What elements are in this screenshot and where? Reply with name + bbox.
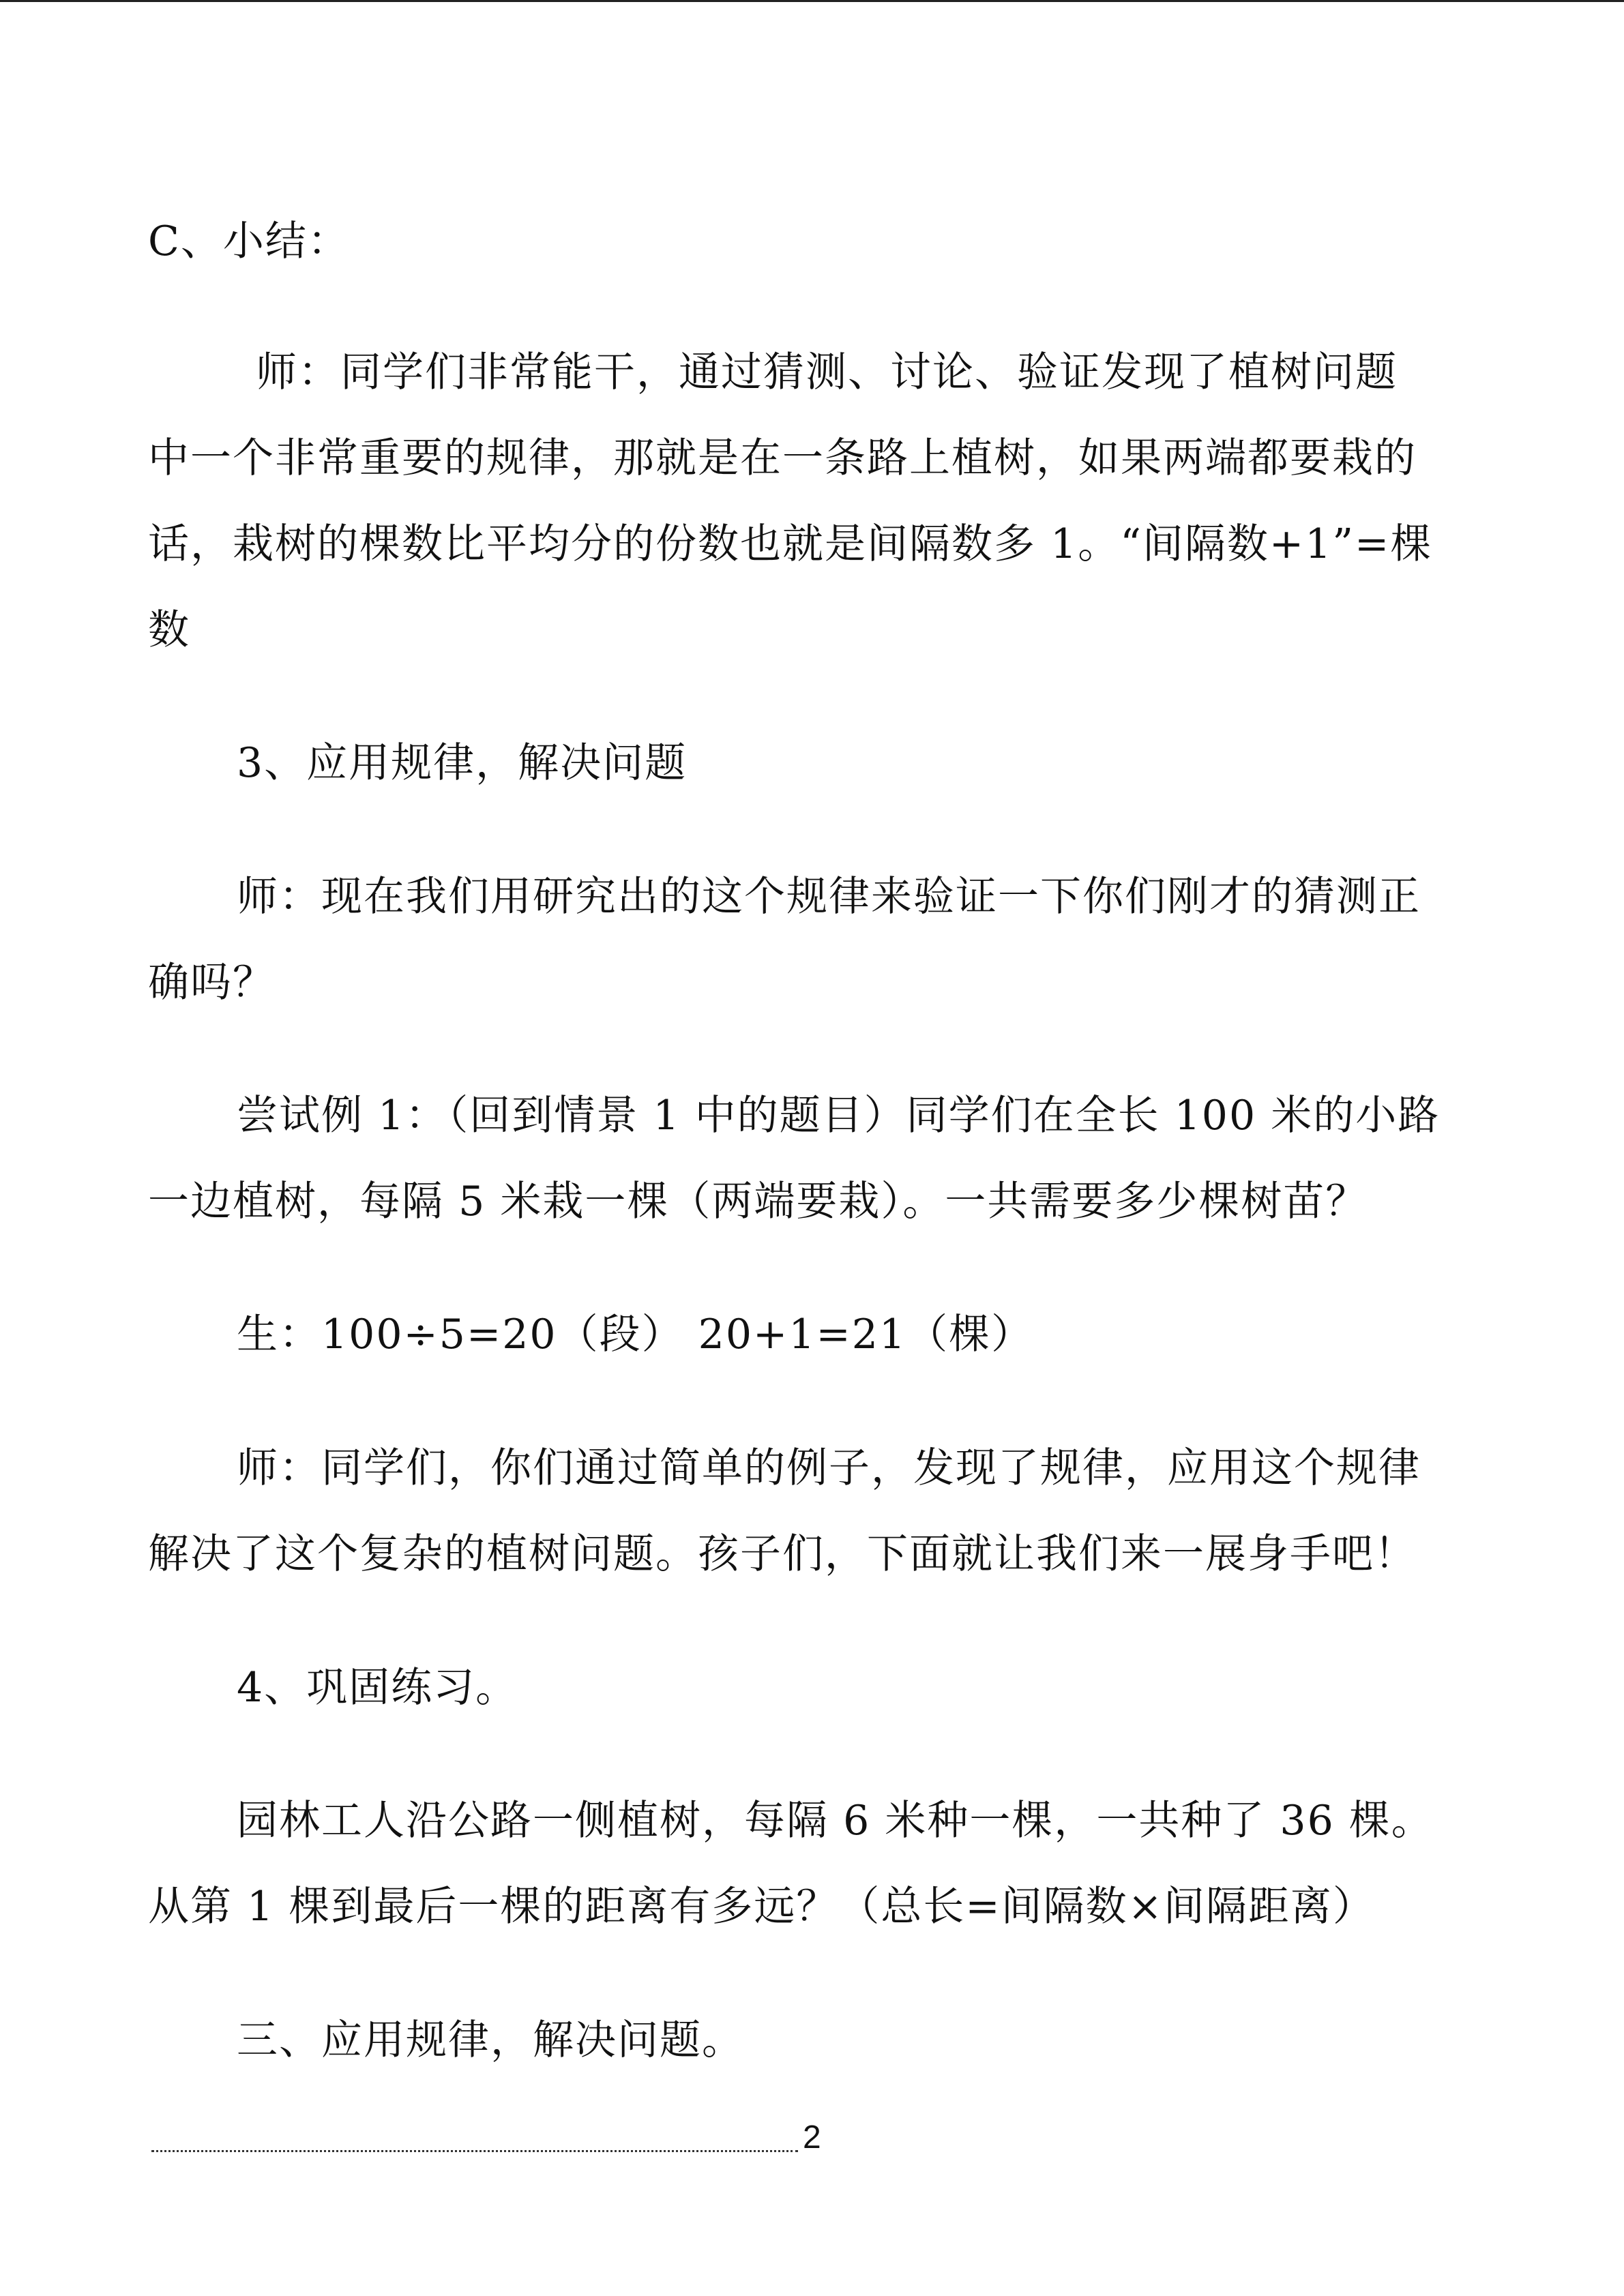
example-line: 尝试例 1：（回到情景 1 中的题目）同学们在全长 100 米的小路 — [237, 1092, 1441, 1139]
section-heading-practice: 4、巩固练习。 — [237, 1664, 518, 1712]
section-heading-summary: C、小结： — [148, 218, 350, 265]
paragraph-line: 数 — [148, 606, 190, 654]
student-answer-line: 生：100÷5=20（段） 20+1=21（棵） — [237, 1311, 1034, 1358]
exercise-line: 从第 1 棵到最后一棵的距离有多远？（总长=间隔数×间隔距离） — [148, 1883, 1375, 1930]
paragraph-line: 师：同学们，你们通过简单的例子，发现了规律，应用这个规律 — [237, 1444, 1421, 1492]
page-number: 2 — [803, 2119, 821, 2156]
example-line: 一边植树，每隔 5 米栽一棵（两端要栽）。一共需要多少棵树苗？ — [148, 1178, 1368, 1225]
dotted-leader — [151, 2150, 798, 2152]
section-heading-apply-rule-solve: 三、应用规律，解决问题。 — [237, 2016, 744, 2064]
paragraph-line: 确吗？ — [148, 959, 275, 1007]
paragraph-line: 师：现在我们用研究出的这个规律来验证一下你们刚才的猜测正 — [237, 873, 1421, 921]
paragraph-line: 师：同学们非常能干，通过猜测、讨论、验证发现了植树问题 — [256, 348, 1398, 396]
paragraph-line: 话，栽树的棵数比平均分的份数也就是间隔数多 1。“间隔数+1”=棵 — [148, 520, 1433, 568]
paragraph-line: 中一个非常重要的规律，那就是在一条路上植树，如果两端都要栽的 — [148, 434, 1417, 482]
exercise-line: 园林工人沿公路一侧植树，每隔 6 米种一棵，一共种了 36 棵。 — [237, 1797, 1434, 1845]
section-heading-apply-rule: 3、应用规律，解决问题 — [237, 739, 688, 787]
paragraph-line: 解决了这个复杂的植树问题。孩子们，下面就让我们来一展身手吧！ — [148, 1530, 1417, 1578]
page-footer — [151, 2117, 833, 2158]
